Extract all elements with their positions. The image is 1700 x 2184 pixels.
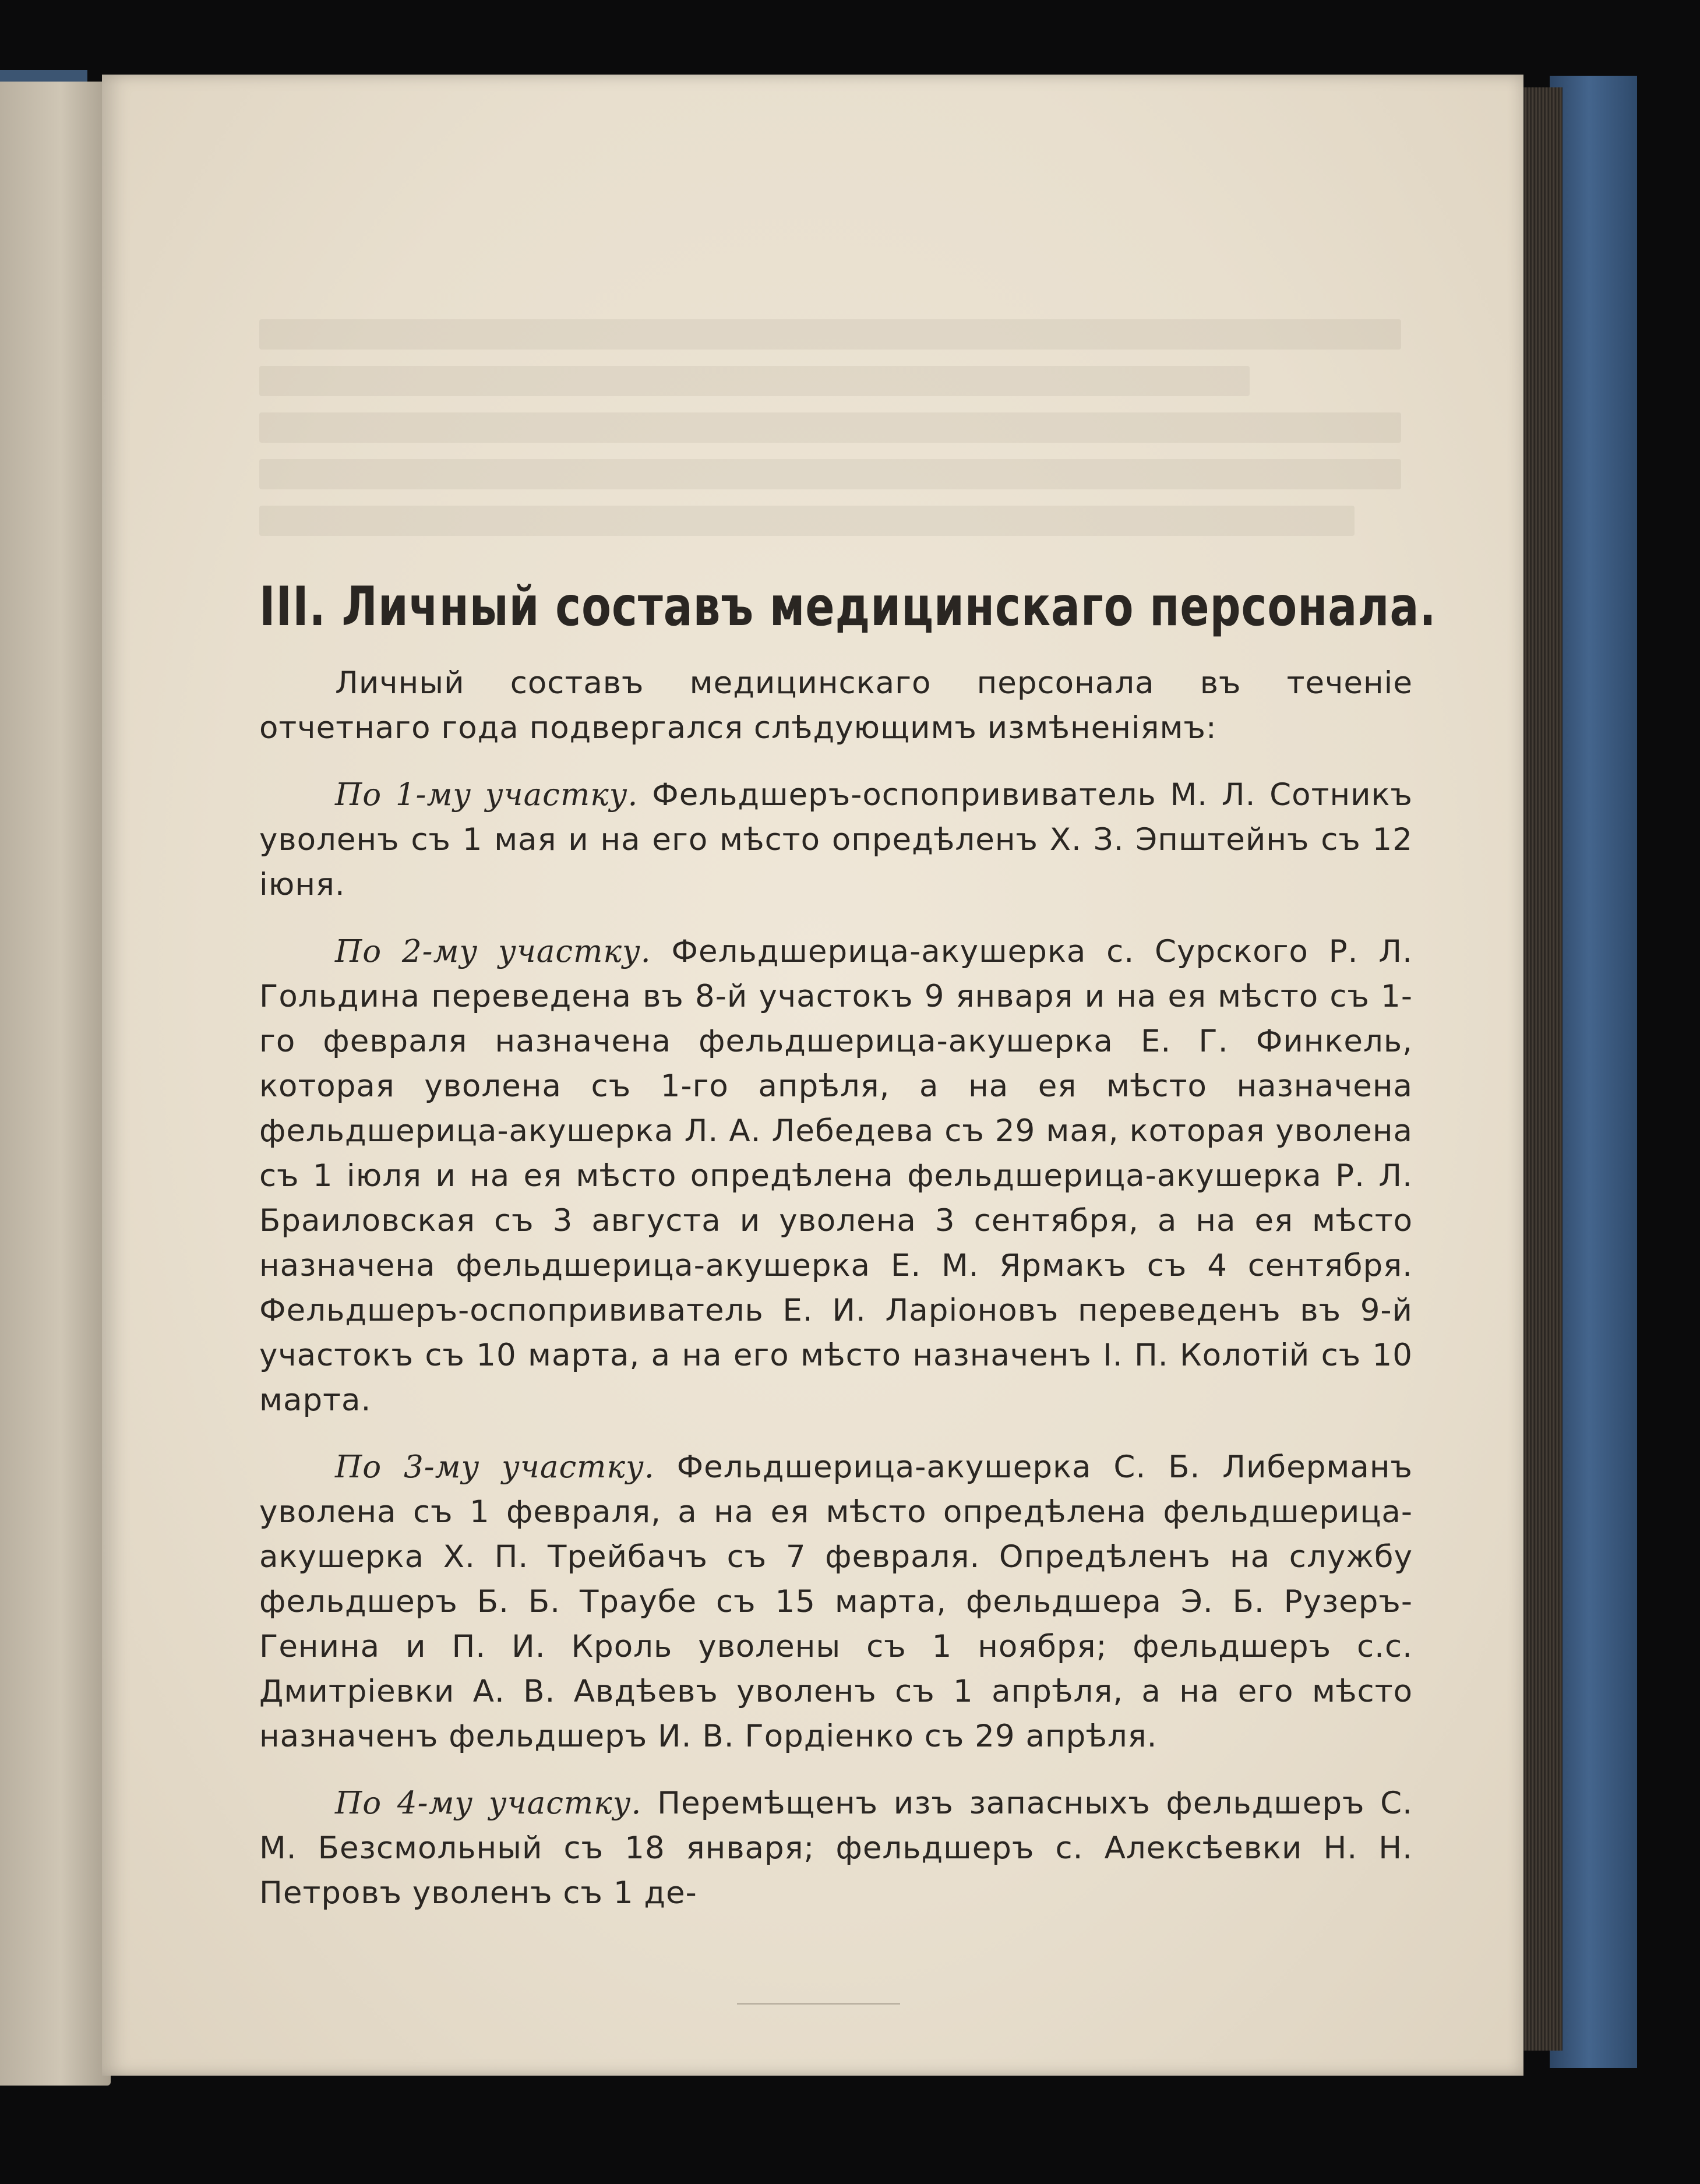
- paragraph-district-1: [259, 772, 1413, 907]
- paragraph-text: Фельдшерица-акушерка С. Б. Либерманъ уволена съ 1 февраля, а на ея мѣсто опредѣлена фельдшерица-акушерка Х. П. Трейбачъ съ 7 февраля. Опредѣленъ на службу фельдшеръ Б. Б. Траубе съ 15 марта, фельдшера Э. Б. Рузеръ-Генина и П. И. Кроль уволены съ 1 ноября; фельдшеръ с.с. Дмитріевки А. В. Авдѣевъ уволенъ съ 1 апрѣля, а на его мѣсто назначенъ фельдшеръ И. В. Гордіенко съ 29 апрѣля.: [259, 1449, 1413, 1754]
- paragraph-lead: По 3-му участку.: [335, 1449, 655, 1485]
- paragraph-lead: По 2-му участку.: [335, 934, 651, 969]
- footer-rule: [737, 2003, 900, 2005]
- paragraph-district-4: [259, 1781, 1413, 1915]
- book-page: [102, 75, 1523, 2076]
- book-cover: [1550, 76, 1637, 2068]
- paragraph-text: Фельдшеръ-оспопрививатель М. Л. Сотникъ уволенъ съ 1 мая и на его мѣсто опредѣленъ Х. З. Эпштейнъ съ 12 іюня.: [259, 777, 1413, 902]
- paragraph-lead: По 1-му участку.: [335, 777, 639, 813]
- left-page-edge: [0, 82, 111, 2086]
- paragraph-district-3: [259, 1445, 1413, 1759]
- paragraph-lead: По 4-му участку.: [335, 1786, 642, 1821]
- page-content: [259, 576, 1437, 1938]
- paragraph-text: Фельдшерица-акушерка с. Сурского Р. Л. Гольдина переведена въ 8-й участокъ 9 января и на ея мѣсто съ 1-го февраля назначена фельдшерица-акушерка Е. Г. Финкель, которая уволена съ 1-го апрѣля, а на ея мѣсто назначена фельдшерица-акушерка Л. А. Лебедева съ 29 мая, которая уволена съ 1 іюля и на ея мѣсто опредѣлена фельдшерица-акушерка Р. Л. Браиловская съ 3 августа и уволена 3 сентября, а на ея мѣсто назначена фельдшерица-акушерка Е. М. Ярмакъ съ 4 сентября. Фельдшеръ-оспопрививатель Е. И. Ларіоновъ переведенъ въ 9-й участокъ съ 10 марта, а на его мѣсто назначенъ І. П. Колотій съ 10 марта.: [259, 934, 1413, 1418]
- paragraph-text: Перемѣщенъ изъ запасныхъ фельдшеръ С. М. Безсмольный съ 18 января; фельдшеръ с. Алексѣевки Н. Н. Петровъ уволенъ съ 1 де-: [259, 1786, 1413, 1911]
- paragraph-text: Личный составъ медицинскаго персонала въ теченіе отчетнаго года подвергался слѣдующимъ измѣненіямъ:: [259, 665, 1413, 746]
- paragraph-intro: [259, 661, 1413, 750]
- section-title: III. Личный составъ медицинскаго персонала.: [259, 576, 1437, 638]
- paragraph-district-2: [259, 929, 1413, 1423]
